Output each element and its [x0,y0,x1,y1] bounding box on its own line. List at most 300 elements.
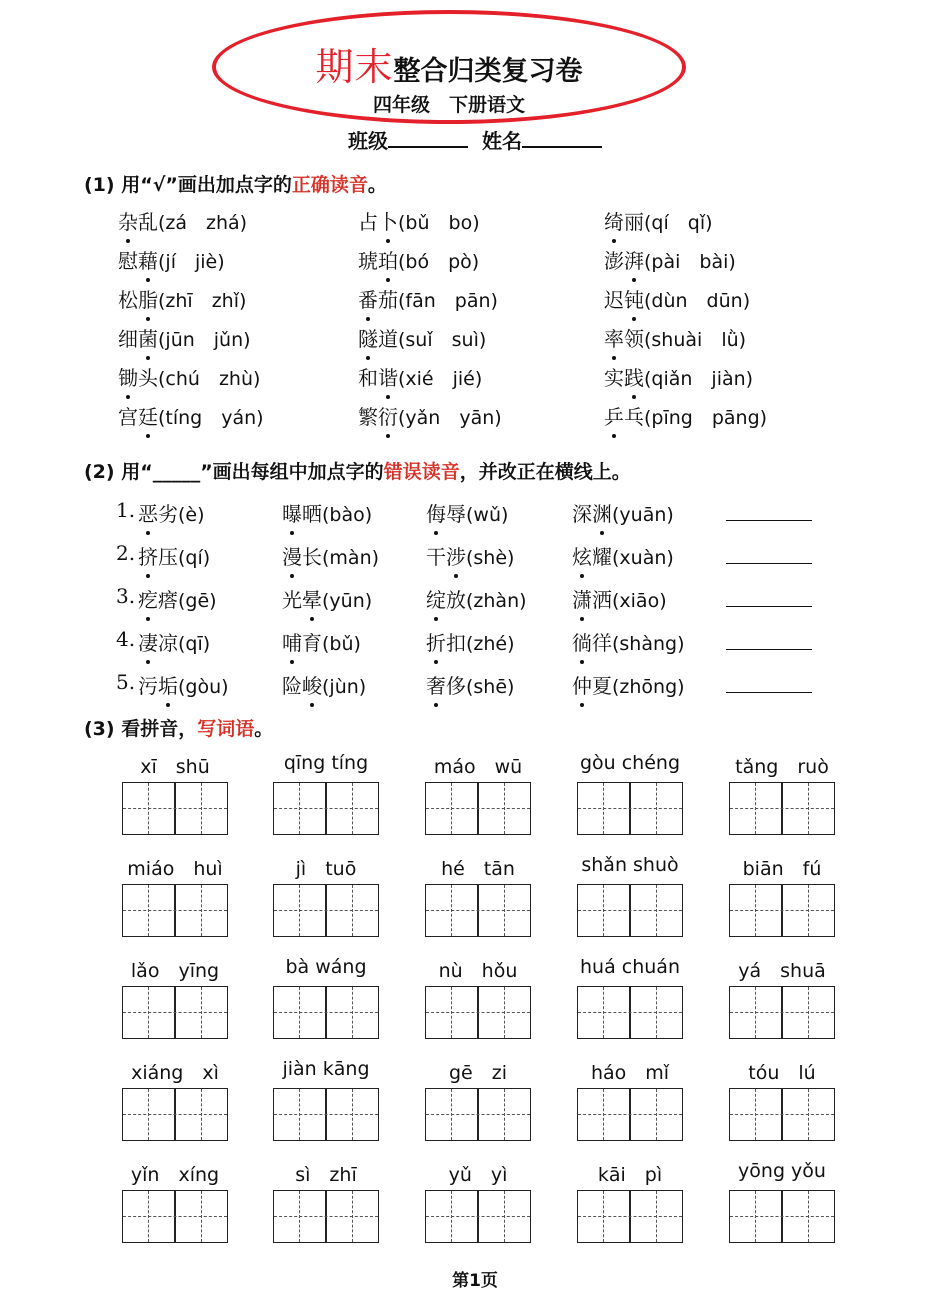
pinyin-label: háo mǐ [590,1062,670,1084]
section1-item-char-b: 廷 [138,405,158,429]
section2-item-char-b: 放 [446,588,466,612]
name-blank [522,128,602,148]
section1-item [604,401,767,430]
section2-item-pinyin: (jùn) [322,676,367,698]
pinyin-label: nù hǒu [438,960,518,982]
section1-item-pinyin: (jí jiè) [158,251,225,273]
section2-title [84,457,631,484]
grid-line [451,1089,452,1140]
pinyin-label: yá shuā [738,960,826,982]
writing-grid[interactable] [577,1190,683,1243]
section3-title [84,714,273,741]
section1-item [358,323,486,352]
section1-item-char-a: 占 [358,210,378,234]
section1-item [604,362,753,391]
section2-item-char-b: 侈 [446,674,466,698]
section2-item [138,670,229,699]
writing-grid[interactable] [122,1088,228,1141]
pinyin-label: yōng yǒu [738,1160,826,1182]
grid-line [148,1191,149,1242]
grid-line [603,885,604,936]
grid-line [352,1191,353,1242]
grid-line [352,1089,353,1140]
section1-item [118,284,246,313]
section1-item-pinyin: (qí qǐ) [644,212,713,234]
pinyin-label: kāi pì [597,1164,663,1186]
section2-item-char-a: 徜 [572,631,592,655]
section1-item-char-b: 衍 [378,405,398,429]
writing-grid[interactable] [273,884,379,937]
section2-item-pinyin: (gē) [178,590,217,612]
grid-line [451,885,452,936]
grid-line [274,808,378,809]
section2-item-char-a: 险 [282,674,302,698]
grid-line [578,1216,682,1217]
section2-item [426,627,515,656]
section2-item-char-a: 折 [426,631,446,655]
section1-item-char-a: 慰 [118,249,138,273]
grid-line [808,987,809,1038]
grid-line [148,987,149,1038]
section2-item-char-a: 凄 [138,631,158,655]
section2-item-char-b: 耀 [592,545,612,569]
pinyin-label: sì zhī [295,1164,357,1186]
section2-item [572,541,674,570]
class-label: 班级 [348,129,389,153]
section2-item-pinyin: (xiāo) [612,590,667,612]
section1-item-char-b: 乓 [624,405,644,429]
grid-line [352,987,353,1038]
section1-item [604,284,750,313]
section1-item-pinyin: (qiǎn jiàn) [644,368,754,390]
section2-title-post: ，并改正在横线上。 [459,461,631,483]
answer-line[interactable] [726,649,812,650]
grid-line [201,885,202,936]
writing-grid[interactable] [122,1190,228,1243]
grid-line [299,1191,300,1242]
section1-item-char-b: 菌 [138,327,158,351]
section1-item-pinyin: (jūn jǔn) [158,329,251,351]
section2-item-char-a: 深 [572,502,592,526]
section3-title-highlight: 写词语 [197,718,255,740]
grid-line [730,808,834,809]
section1-item [358,401,502,430]
section2-row-number: 2. [116,541,136,565]
section2-item-char-a: 恶 [138,502,158,526]
section2-title-pre: (2) 用“_____”画出每组中加点字的 [84,461,384,483]
section2-item-pinyin: (shè) [466,547,515,569]
pinyin-label: miáo huì [127,858,223,880]
pinyin-label: hé tān [441,858,515,880]
section2-item-char-a: 疙 [138,588,158,612]
section1-item-char-a: 细 [118,327,138,351]
section2-item [282,670,366,699]
section1-item [358,362,482,391]
writing-grid[interactable] [577,884,683,937]
grid-line [451,1191,452,1242]
section1-item-char-a: 和 [358,366,378,390]
writing-grid[interactable] [425,782,531,835]
grid-line [299,783,300,834]
pinyin-label: jiàn kāng [282,1058,370,1080]
section1-item-pinyin: (pài bài) [644,251,736,273]
section1-item [604,206,713,235]
section2-item-char-a: 污 [138,674,158,698]
section1-item [358,245,479,274]
writing-grid[interactable] [425,986,531,1039]
grid-line [426,808,530,809]
section2-item-pinyin: (xuàn) [612,547,674,569]
writing-grid[interactable] [273,1190,379,1243]
class-blank [388,128,468,148]
section1-item [118,245,225,274]
section2-item-pinyin: (zhōng) [612,676,685,698]
section1-item-char-b: 乱 [138,210,158,234]
section2-item-char-a: 潇 [572,588,592,612]
section1-item-pinyin: (fān pān) [398,290,498,312]
section1-item-char-b: 道 [378,327,398,351]
writing-grid[interactable] [729,884,835,937]
section1-item-char-b: 践 [624,366,644,390]
grid-line [274,1114,378,1115]
grid-line [603,1089,604,1140]
section1-item-pinyin: (tíng yán) [158,407,264,429]
pinyin-label: huá chuán [580,956,680,978]
grid-line [201,1089,202,1140]
grid-line [426,1114,530,1115]
section1-item [118,323,251,352]
subtitle: 四年级 下册语文 [372,94,525,116]
section1-item-pinyin: (bó pò) [398,251,480,273]
section1-item-pinyin: (xié jié) [398,368,483,390]
section2-item [138,498,205,527]
grid-line [656,1191,657,1242]
section1-item-char-a: 杂 [118,210,138,234]
section2-row-number: 4. [116,627,136,651]
grid-line [730,910,834,911]
section2-item [426,584,527,613]
section2-item-char-b: 扣 [446,631,466,655]
section2-item-char-b: 劣 [158,502,178,526]
grid-line [730,1216,834,1217]
section2-item-char-b: 晒 [302,502,322,526]
pinyin-label: máo wū [433,756,523,778]
section1-item-char-a: 实 [604,366,624,390]
grid-line [578,910,682,911]
section2-item-pinyin: (wǔ) [466,504,509,526]
grid-line [201,1191,202,1242]
section2-item-pinyin: (è) [178,504,205,526]
grid-line [451,987,452,1038]
section1-item-char-b: 领 [624,327,644,351]
section1-item-pinyin: (dùn dūn) [644,290,751,312]
pinyin-label: gòu chéng [579,752,681,774]
grid-line [148,885,149,936]
section2-item-pinyin: (shē) [466,676,515,698]
grid-line [274,1216,378,1217]
grid-line [148,1089,149,1140]
section2-item-char-b: 晕 [302,588,322,612]
section2-item-char-b: 徉 [592,631,612,655]
grid-line [755,1089,756,1140]
section1-item-char-b: 藉 [138,249,158,273]
section1-item-pinyin: (bǔ bo) [398,212,480,234]
writing-grid[interactable] [122,986,228,1039]
section1-item-char-b: 珀 [378,249,398,273]
grid-line [656,885,657,936]
writing-grid[interactable] [425,884,531,937]
section2-item-char-b: 夏 [592,674,612,698]
section2-item-pinyin: (màn) [322,547,380,569]
section1-item [358,284,498,313]
grid-line [352,783,353,834]
name-label: 姓名 [481,129,522,153]
grid-line [274,910,378,911]
grid-line [603,783,604,834]
section2-item-pinyin: (shàng) [612,633,685,655]
grid-line [123,910,227,911]
section1-item [358,206,480,235]
pinyin-label: lǎo yīng [130,960,220,982]
section1-item-char-a: 率 [604,327,624,351]
grid-line [123,808,227,809]
section2-item-char-b: 峻 [302,674,322,698]
writing-grid[interactable] [122,782,228,835]
grid-line [426,1216,530,1217]
section2-item-char-a: 奢 [426,674,446,698]
section2-item-char-a: 曝 [282,502,302,526]
section1-item-char-a: 繁 [358,405,378,429]
answer-line[interactable] [726,692,812,693]
section1-item-char-a: 乒 [604,405,624,429]
section2-item [282,498,372,527]
section2-item-pinyin: (bào) [322,504,373,526]
section2-item-char-a: 仲 [572,674,592,698]
section2-item [426,541,514,570]
grid-line [656,1089,657,1140]
section2-row-number: 5. [116,670,136,694]
title-rest: 整合归类复习卷 [393,56,583,87]
grid-line [808,783,809,834]
section2-item-char-b: 垢 [158,674,178,698]
section2-item-pinyin: (qí) [178,547,211,569]
section2-item [572,498,674,527]
section2-item-char-b: 凉 [158,631,178,655]
pinyin-label: shǎn shuò [581,854,679,876]
writing-grid[interactable] [729,1088,835,1141]
grid-line [274,1012,378,1013]
section2-row-number: 3. [116,584,136,608]
section1-item-pinyin: (zá zhá) [158,212,248,234]
grid-line [123,1012,227,1013]
section2-item [282,541,379,570]
section2-item [572,670,685,699]
section1-item [118,206,247,235]
writing-grid[interactable] [577,1088,683,1141]
grid-line [578,1114,682,1115]
writing-grid[interactable] [577,986,683,1039]
answer-line[interactable] [726,563,812,564]
section2-item-char-a: 绽 [426,588,446,612]
section1-item-char-b: 湃 [624,249,644,273]
section1-item-char-a: 番 [358,288,378,312]
grid-line [755,987,756,1038]
writing-grid[interactable] [425,1190,531,1243]
grid-line [603,987,604,1038]
section1-item-pinyin: (zhī zhǐ) [158,290,247,312]
writing-grid[interactable] [577,782,683,835]
grid-line [299,987,300,1038]
section2-title-highlight: 错误读音 [383,461,460,483]
page-number: 第1页 [452,1271,498,1291]
section2-item [426,498,508,527]
writing-grid[interactable] [273,986,379,1039]
section2-item [282,627,361,656]
grid-line [299,885,300,936]
grid-line [730,1114,834,1115]
grid-line [299,1089,300,1140]
section2-item-pinyin: (yūn) [322,590,373,612]
answer-line[interactable] [726,606,812,607]
section1-item-char-a: 锄 [118,366,138,390]
section3-title-post: 。 [254,718,274,740]
pinyin-label: qīng tíng [283,752,369,774]
section2-item-char-a: 光 [282,588,302,612]
section1-item-char-b: 丽 [624,210,644,234]
section1-item-char-b: 茄 [378,288,398,312]
grid-line [426,910,530,911]
section2-item-pinyin: (zhé) [466,633,515,655]
writing-grid[interactable] [122,884,228,937]
section1-item-char-b: 谐 [378,366,398,390]
grid-line [201,783,202,834]
section1-item-char-b: 头 [138,366,158,390]
title-red: 期末 [315,45,394,89]
section2-item-char-b: 渊 [592,502,612,526]
grid-line [504,885,505,936]
section2-row-number: 1. [116,498,136,522]
section1-item-char-b: 卜 [378,210,398,234]
grid-line [656,987,657,1038]
answer-line[interactable] [726,520,812,521]
section1-item-char-a: 隧 [358,327,378,351]
section1-item-char-b: 脂 [138,288,158,312]
section1-item [604,245,736,274]
section1-item-pinyin: (yǎn yān) [398,407,502,429]
grid-line [755,885,756,936]
grid-line [451,783,452,834]
pinyin-label: gē zi [448,1062,507,1084]
section2-item-pinyin: (gòu) [178,676,229,698]
section2-item [138,627,210,656]
section1-item-char-a: 澎 [604,249,624,273]
pinyin-label: yǐn xíng [130,1164,220,1186]
section2-item-pinyin: (bǔ) [322,633,361,655]
writing-grid[interactable] [273,782,379,835]
writing-grid[interactable] [273,1088,379,1141]
section2-item-char-a: 漫 [282,545,302,569]
grid-line [808,1089,809,1140]
pinyin-label: tǎng ruò [735,756,829,778]
grid-line [123,1114,227,1115]
section2-item-char-b: 辱 [446,502,466,526]
pinyin-label: bà wáng [285,956,367,978]
writing-grid[interactable] [729,1190,835,1243]
grid-line [656,783,657,834]
section2-item [138,584,217,613]
grid-line [755,1191,756,1242]
section1-item [604,323,746,352]
page-title [212,36,686,91]
section1-item-pinyin: (chú zhù) [158,368,261,390]
section1-item-char-a: 琥 [358,249,378,273]
section1-item-char-a: 宫 [118,405,138,429]
section2-item-pinyin: (yuān) [612,504,674,526]
grid-line [426,1012,530,1013]
writing-grid[interactable] [425,1088,531,1141]
grid-line [808,1191,809,1242]
title-block [212,10,684,122]
grid-line [504,1089,505,1140]
grid-line [504,783,505,834]
section1-item-char-a: 绮 [604,210,624,234]
grid-line [123,1216,227,1217]
pinyin-label: biān fú [742,858,822,880]
grid-line [504,1191,505,1242]
grid-line [578,808,682,809]
section1-item [118,362,260,391]
writing-grid[interactable] [729,986,835,1039]
section1-item-pinyin: (suǐ suì) [398,329,487,351]
section2-item [138,541,210,570]
pinyin-label: tóu lú [748,1062,816,1084]
section2-item-char-b: 长 [302,545,322,569]
grid-line [148,783,149,834]
pinyin-label: jì tuō [295,858,357,880]
section2-item-char-a: 干 [426,545,446,569]
section1-item-pinyin: (pīng pāng) [644,407,768,429]
section1-item [118,401,264,430]
section1-item-char-a: 迟 [604,288,624,312]
writing-grid[interactable] [729,782,835,835]
section2-item-char-b: 洒 [592,588,612,612]
pinyin-label: xī shū [140,756,210,778]
section2-item-pinyin: (zhàn) [466,590,527,612]
class-name-line [0,125,950,154]
section2-item [282,584,372,613]
grid-line [755,783,756,834]
pinyin-label: xiáng xì [131,1062,219,1084]
section2-item-char-a: 炫 [572,545,592,569]
grid-line [352,885,353,936]
section2-item [572,627,685,656]
grid-line [578,1012,682,1013]
section2-item-char-a: 哺 [282,631,302,655]
section1-title-pre: (1) 用“√”画出加点字的 [84,174,292,196]
pinyin-label: yǔ yì [448,1164,508,1186]
grid-line [730,1012,834,1013]
grid-line [603,1191,604,1242]
section1-title-highlight: 正确读音 [291,174,368,196]
section2-item-char-b: 涉 [446,545,466,569]
section1-item-char-a: 松 [118,288,138,312]
grid-line [504,987,505,1038]
section1-title [84,170,387,197]
section2-item-char-b: 育 [302,631,322,655]
section2-item-char-a: 侮 [426,502,446,526]
section2-item [572,584,667,613]
section1-item-char-b: 钝 [624,288,644,312]
